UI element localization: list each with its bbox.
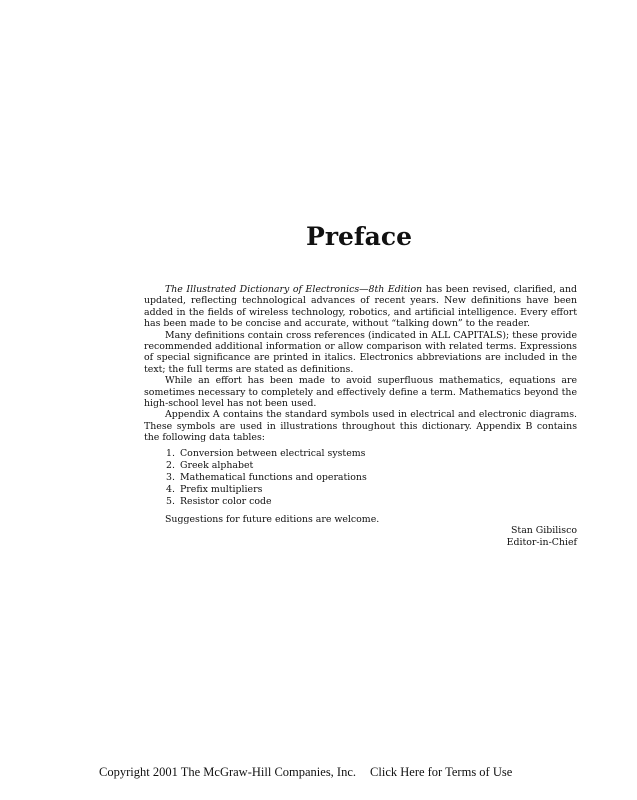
list-item — [166, 448, 577, 460]
closing-sentence: Suggestions for future editions are welcome. — [165, 513, 380, 525]
data-tables-list — [144, 448, 577, 508]
list-item-number: 3. — [166, 471, 175, 483]
paragraph-cross-references: Many definitions contain cross references (indicated in ALL CAPITALS); these provide recommended additional information or allow comparison with related terms. Expressions of special significance are printed in italics. Electronics abbreviations are included in the text; the full terms are stated as definitions. — [144, 329, 577, 375]
paragraph-intro-text: has been revised, clarified, and updated, reflecting technological advances of recent years. New definitions have been added in the fields of wireless technology, robotics, and artificial intelligence. Every effort has been made to be concise and accurate, without “talking down” to the reader. — [144, 284, 577, 330]
signature-block — [144, 525, 577, 548]
copyright-notice: Copyright 2001 The McGraw-Hill Companies, Inc. — [99, 765, 357, 779]
author-name: Stan Gibilisco — [511, 525, 577, 537]
list-item-text: Greek alphabet — [180, 459, 254, 471]
list-item-number: 4. — [166, 483, 175, 495]
author-role: Editor-in-Chief — [506, 536, 577, 548]
book-title-italic: The Illustrated Dictionary of Electronics—8th Edition — [165, 284, 423, 295]
page-title: Preface — [306, 222, 412, 251]
list-item — [166, 496, 577, 508]
list-item — [166, 484, 577, 496]
paragraph-mathematics: While an effort has been made to avoid superfluous mathematics, equations are sometimes necessary to completely and effectively define a term. Mathematics beyond the high-school level has not been used. — [144, 375, 577, 410]
list-item-number: 5. — [166, 495, 175, 507]
list-item — [166, 460, 577, 472]
paragraph-appendices: Appendix A contains the standard symbols used in electrical and electronic diagrams. These symbols are used in illustrations throughout this dictionary. Appendix B contains the following data tables: — [144, 409, 577, 444]
list-item-text: Resistor color code — [180, 495, 272, 507]
list-item-number: 1. — [166, 447, 175, 459]
list-item-text: Mathematical functions and operations — [180, 471, 367, 483]
list-item-number: 2. — [166, 459, 175, 471]
page-footer — [99, 764, 512, 780]
terms-of-use-link[interactable]: Click Here for Terms of Use — [370, 765, 513, 779]
paragraph-intro — [144, 284, 577, 330]
list-item-text: Conversion between electrical systems — [180, 447, 366, 459]
list-item-text: Prefix multipliers — [180, 483, 263, 495]
preface-body — [144, 284, 577, 548]
list-item — [166, 472, 577, 484]
